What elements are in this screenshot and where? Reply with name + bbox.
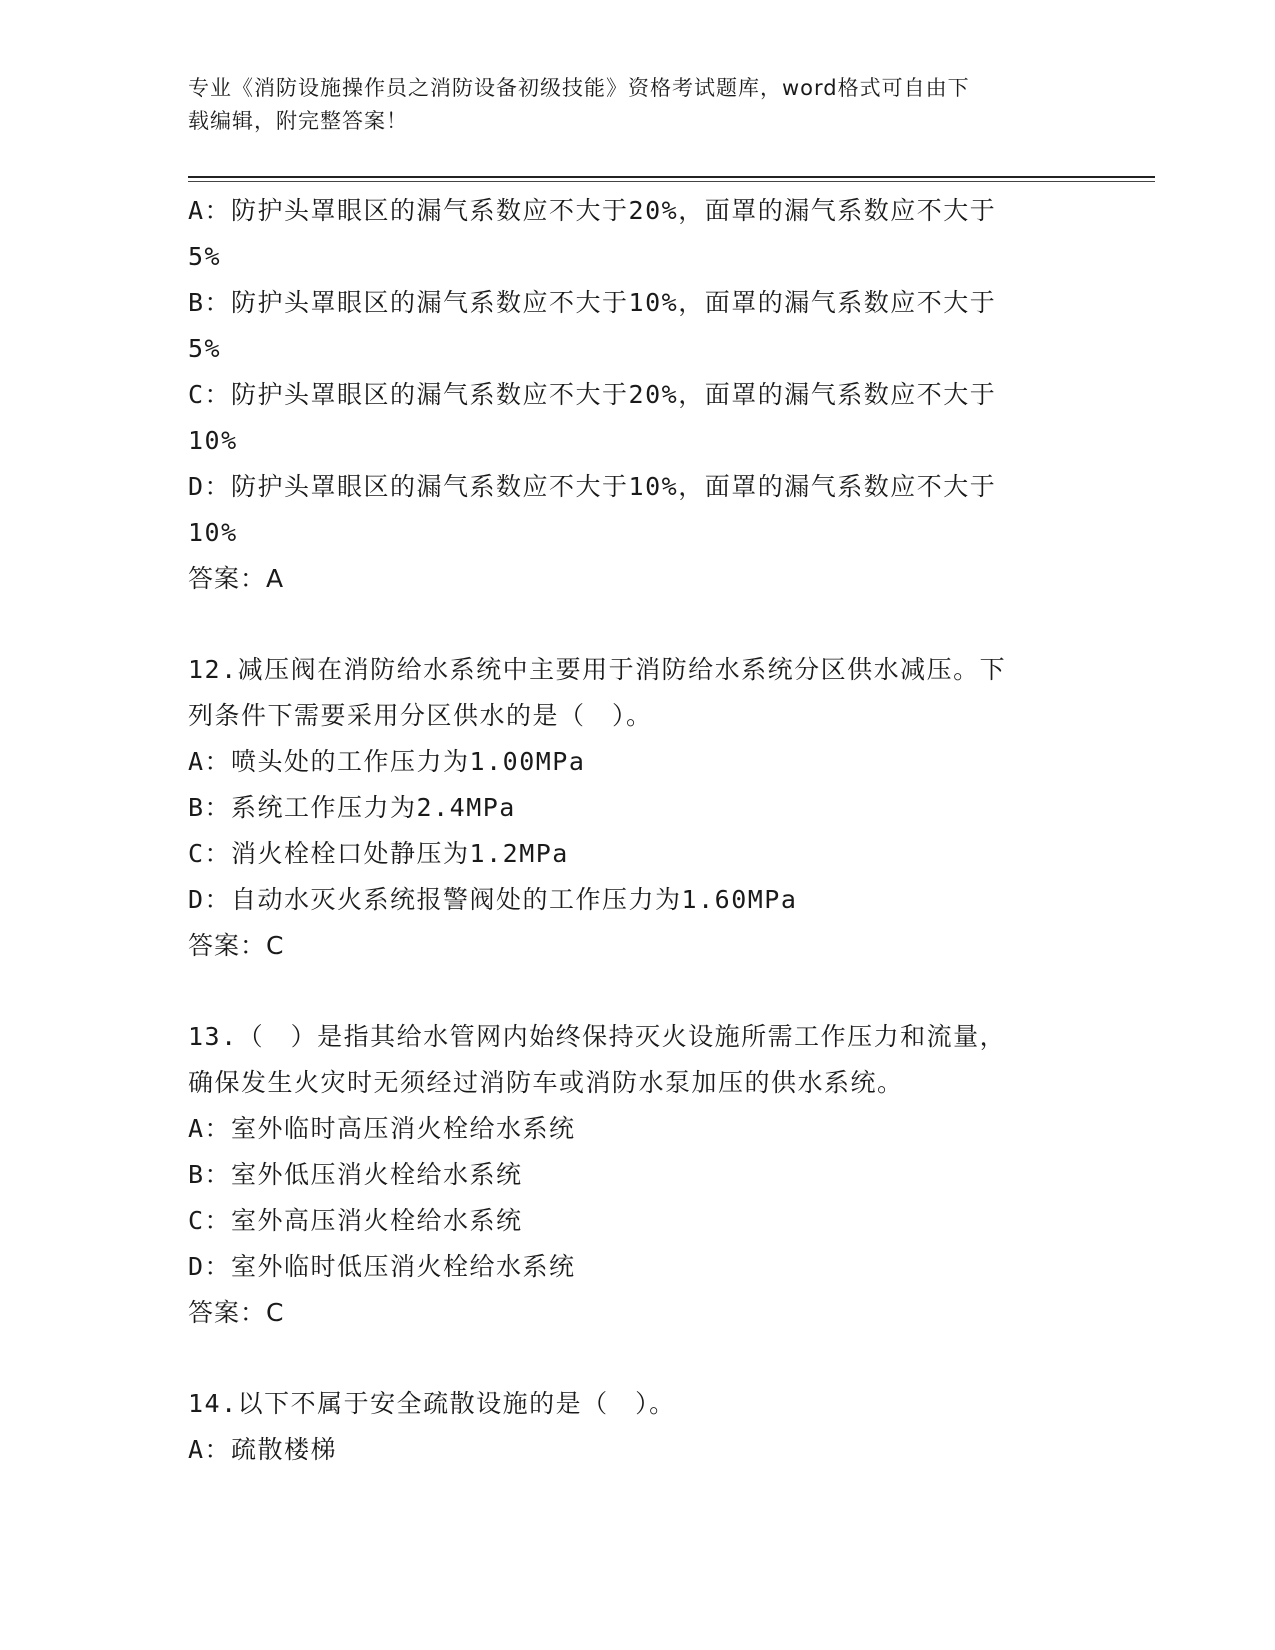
- q11-option-a-line1: A：防护头罩眼区的漏气系数应不大于20%，面罩的漏气系数应不大于: [188, 196, 997, 225]
- question-content: [188, 188, 1068, 1473]
- q13-answer: 答案：C: [188, 1298, 285, 1327]
- q11-option-b-line1: B：防护头罩眼区的漏气系数应不大于10%，面罩的漏气系数应不大于: [188, 288, 997, 317]
- q12-option-d: D：自动水灭火系统报警阀处的工作压力为1.60MPa: [188, 885, 798, 914]
- q11-option-d-line2: 10%: [188, 518, 238, 547]
- spacer: [188, 969, 1068, 1014]
- q13-option-c: C：室外高压消火栓给水系统: [188, 1206, 523, 1235]
- q13-option-d: D：室外临时低压消火栓给水系统: [188, 1252, 576, 1281]
- question-14: [188, 1381, 1068, 1473]
- q12-option-c: C：消火栓栓口处静压为1.2MPa: [188, 839, 569, 868]
- q11-option-c-line2: 10%: [188, 426, 238, 455]
- q12-stem-line2: 列条件下需要采用分区供水的是（ ）。: [188, 701, 653, 730]
- question-13: [188, 1014, 1068, 1336]
- q12-option-a: A：喷头处的工作压力为1.00MPa: [188, 747, 586, 776]
- q11-option-d-line1: D：防护头罩眼区的漏气系数应不大于10%，面罩的漏气系数应不大于: [188, 472, 997, 501]
- q13-option-a: A：室外临时高压消火栓给水系统: [188, 1114, 576, 1143]
- q13-stem-line1: 13.（ ）是指其给水管网内始终保持灭火设施所需工作压力和流量，: [188, 1022, 1007, 1051]
- question-11: [188, 188, 1068, 602]
- q11-option-a-line2: 5%: [188, 242, 222, 271]
- q11-answer: 答案：A: [188, 564, 285, 593]
- q14-option-a: A：疏散楼梯: [188, 1435, 338, 1464]
- header-line-2: 载编辑，附完整答案！: [188, 109, 408, 133]
- q11-option-b-line2: 5%: [188, 334, 222, 363]
- header-rule-thick: [188, 176, 1155, 178]
- q12-answer: 答案：C: [188, 931, 285, 960]
- question-12: [188, 647, 1068, 969]
- q12-stem-line1: 12.减压阀在消防给水系统中主要用于消防给水系统分区供水减压。下: [188, 655, 1007, 684]
- q14-stem-line1: 14.以下不属于安全疏散设施的是（ ）。: [188, 1389, 676, 1418]
- q11-option-c-line1: C：防护头罩眼区的漏气系数应不大于20%，面罩的漏气系数应不大于: [188, 380, 997, 409]
- header-line-1: 专业《消防设施操作员之消防设备初级技能》资格考试题库，word格式可自由下: [188, 76, 970, 100]
- document-header: [188, 72, 1068, 138]
- q13-stem-line2: 确保发生火灾时无须经过消防车或消防水泵加压的供水系统。: [188, 1068, 904, 1097]
- q12-option-b: B：系统工作压力为2.4MPa: [188, 793, 516, 822]
- header-rule-thin: [188, 181, 1155, 182]
- spacer: [188, 602, 1068, 647]
- spacer: [188, 1336, 1068, 1381]
- q13-option-b: B：室外低压消火栓给水系统: [188, 1160, 523, 1189]
